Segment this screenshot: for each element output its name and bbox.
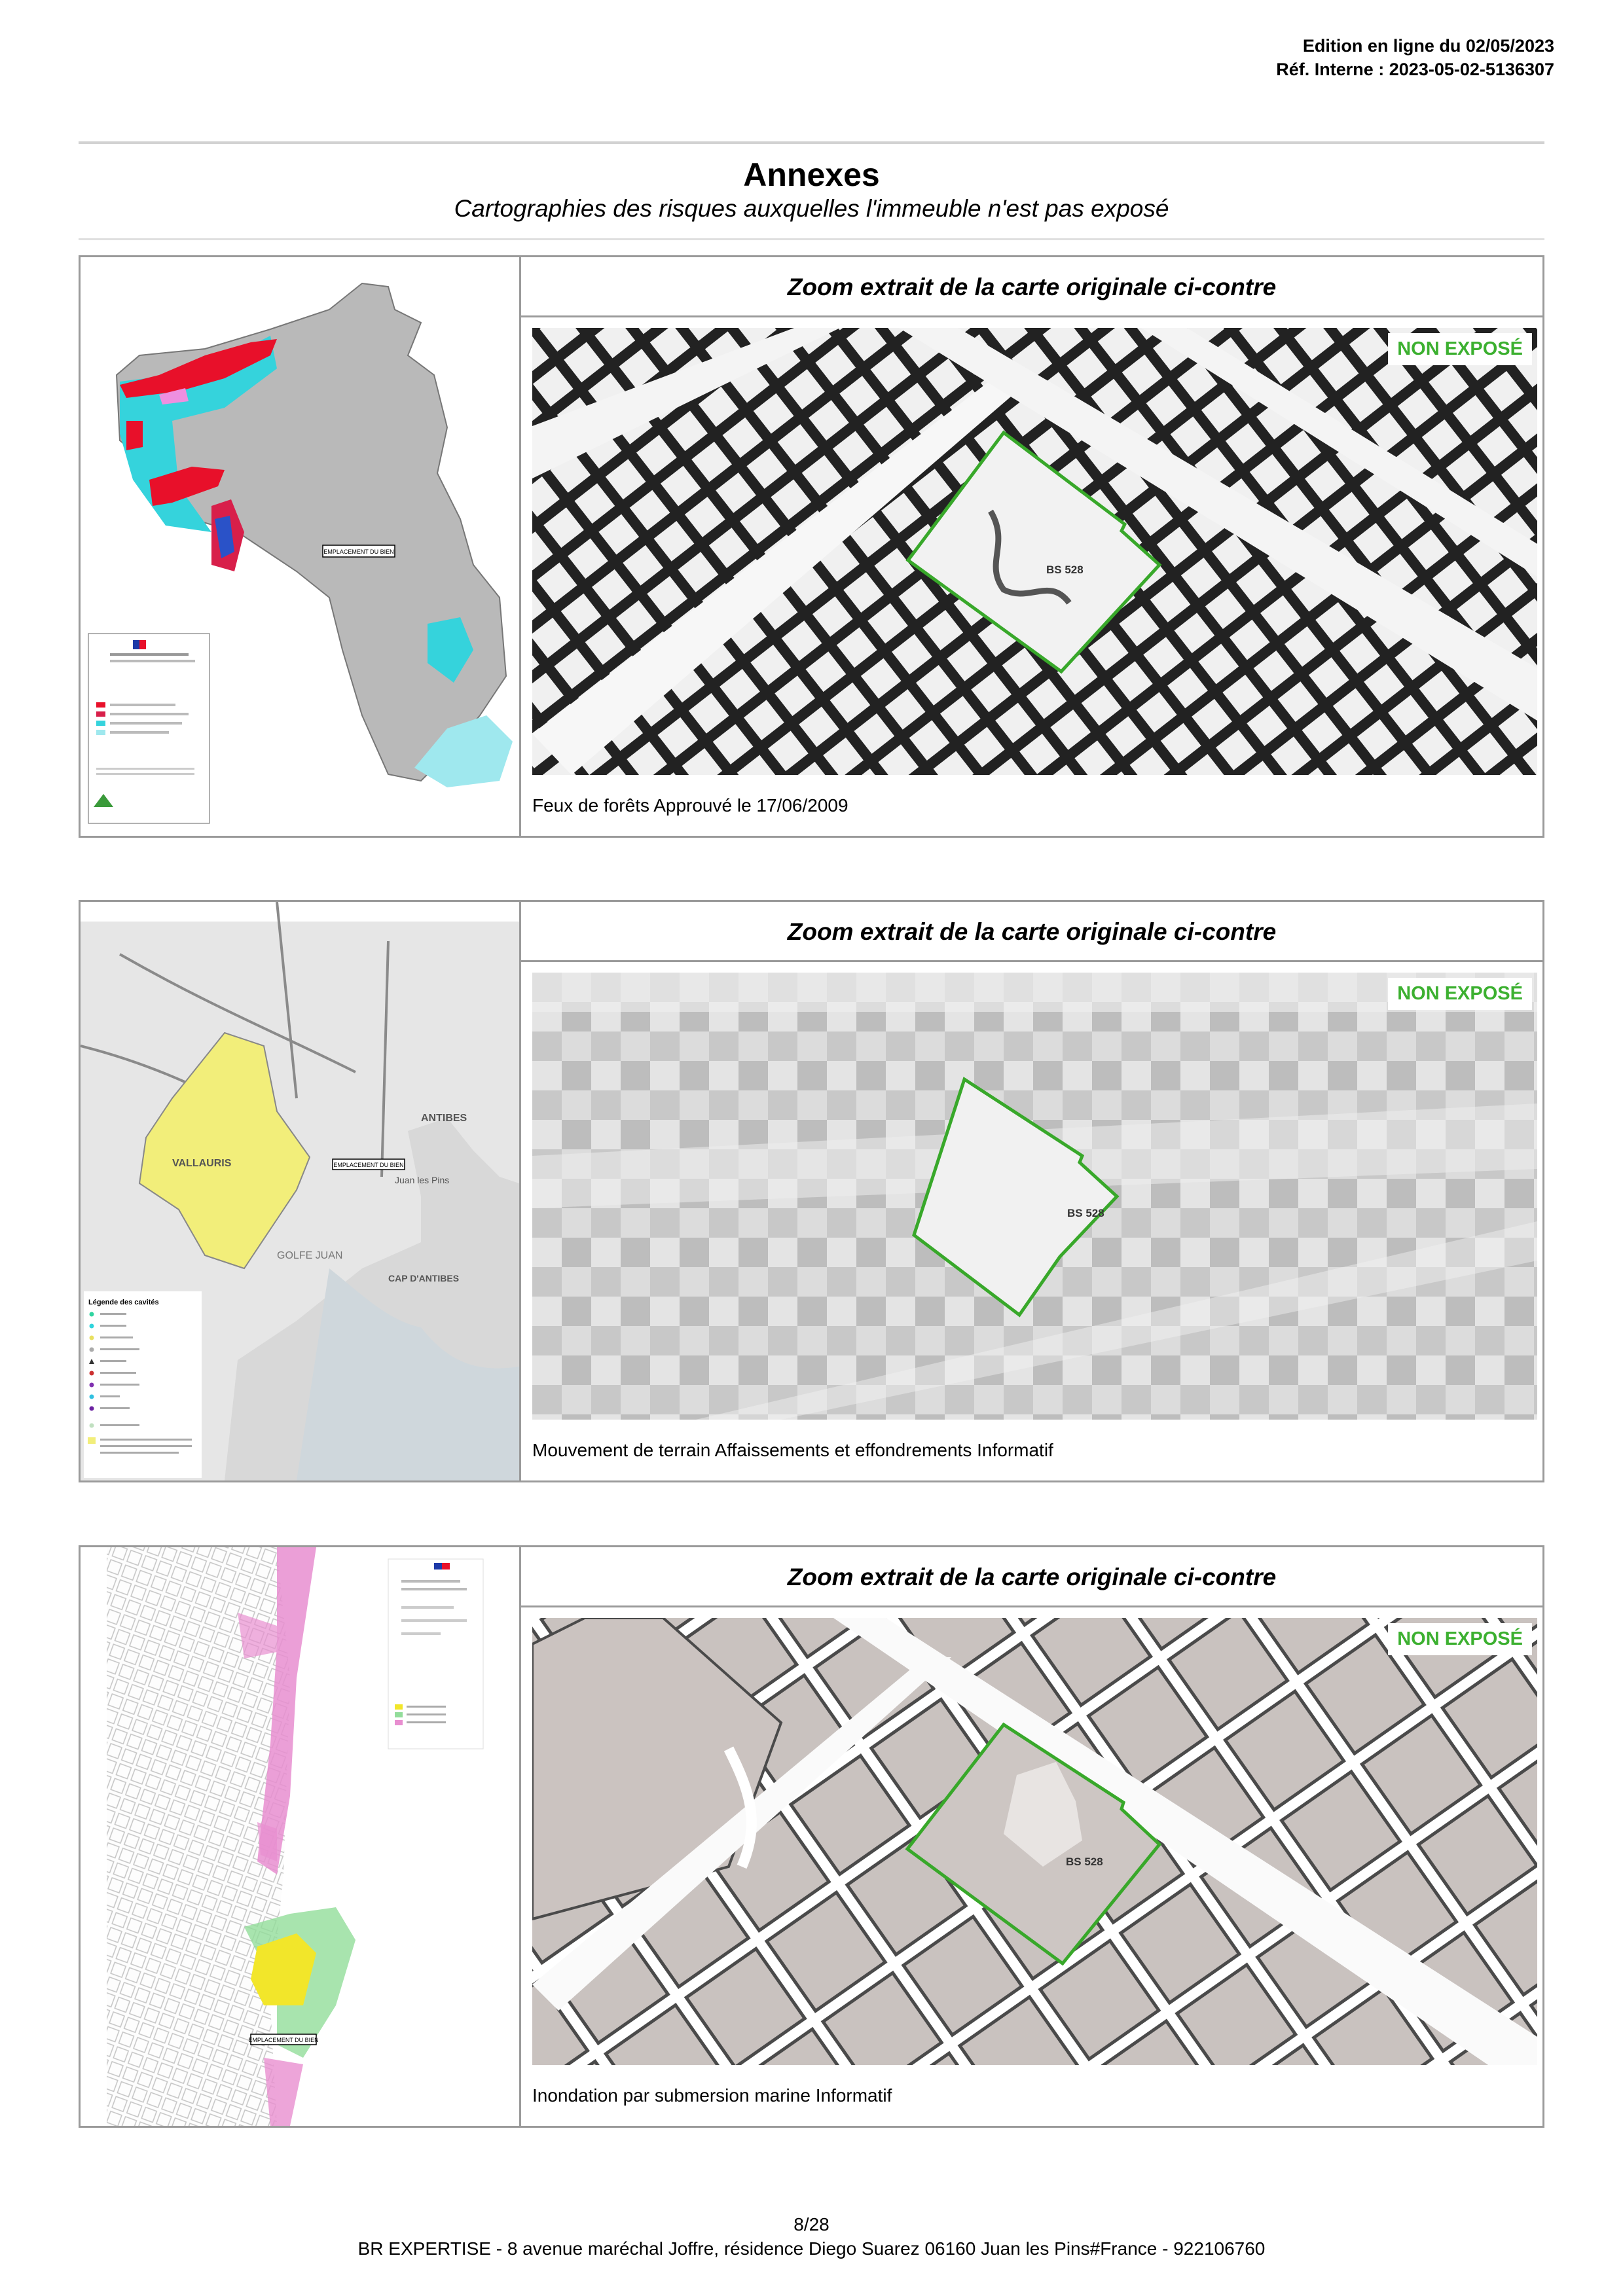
title-divider [79,238,1544,240]
status-badge: NON EXPOSÉ [1388,333,1532,365]
original-map-marine-flooding [81,1547,521,2126]
zoom-map-ground-movement [532,973,1537,1420]
page-title: Annexes [743,156,880,193]
map-caption: Mouvement de terrain Affaissements et effondrements Informatif [532,1440,1053,1460]
map-town-vallauris: VALLAURIS [172,1158,232,1169]
page-subtitle: Cartographies des risques auxquelles l'immeuble n'est pas exposé [454,195,1169,222]
original-map-ground-movement [81,902,521,1480]
parcel-label: BS 528 [1066,1856,1103,1868]
document-reference [1276,34,1554,81]
parcel-label: BS 528 [1046,564,1084,576]
zoom-map-marine-flooding [532,1618,1537,2065]
header-divider [79,141,1544,144]
map-place-cap-antibes: CAP D'ANTIBES [388,1273,460,1283]
page-number: 8/28 [793,2214,830,2234]
status-badge: NON EXPOSÉ [1388,1623,1532,1655]
map-legend-title: Légende des cavités [88,1299,159,1306]
status-badge: NON EXPOSÉ [1388,978,1532,1010]
map-place-golfe-juan: GOLFE JUAN [277,1250,343,1261]
map-caption: Feux de forêts Approuvé le 17/06/2009 [532,795,848,816]
map-place-juan-les-pins: Juan les Pins [395,1175,450,1185]
zoom-title: Zoom extrait de la carte originale ci-contre [521,1547,1542,1607]
zoom-map-forest-fire [532,328,1537,775]
map-location-label: EMPLACEMENT DU BIEN [323,548,394,555]
risk-panel-marine-flooding [79,1545,1544,2128]
zoom-title: Zoom extrait de la carte originale ci-contre [521,257,1542,317]
risk-panel-forest-fire [79,255,1544,838]
map-caption: Inondation par submersion marine Informatif [532,2085,892,2106]
zoom-title: Zoom extrait de la carte originale ci-contre [521,902,1542,962]
parcel-label: BS 528 [1067,1207,1104,1219]
map-location-label: EMPLACEMENT DU BIEN [248,2037,319,2043]
risk-panel-ground-movement [79,900,1544,1482]
company-address: BR EXPERTISE - 8 avenue maréchal Joffre, résidence Diego Suarez 06160 Juan les Pins#France - 922106760 [357,2238,1266,2259]
map-location-label: EMPLACEMENT DU BIEN [333,1162,404,1168]
map-town-antibes: ANTIBES [421,1113,467,1124]
edition-date: Edition en ligne du 02/05/2023 [1302,36,1554,56]
original-map-forest-fire [81,257,521,836]
internal-reference: Réf. Interne : 2023-05-02-5136307 [1276,60,1554,79]
